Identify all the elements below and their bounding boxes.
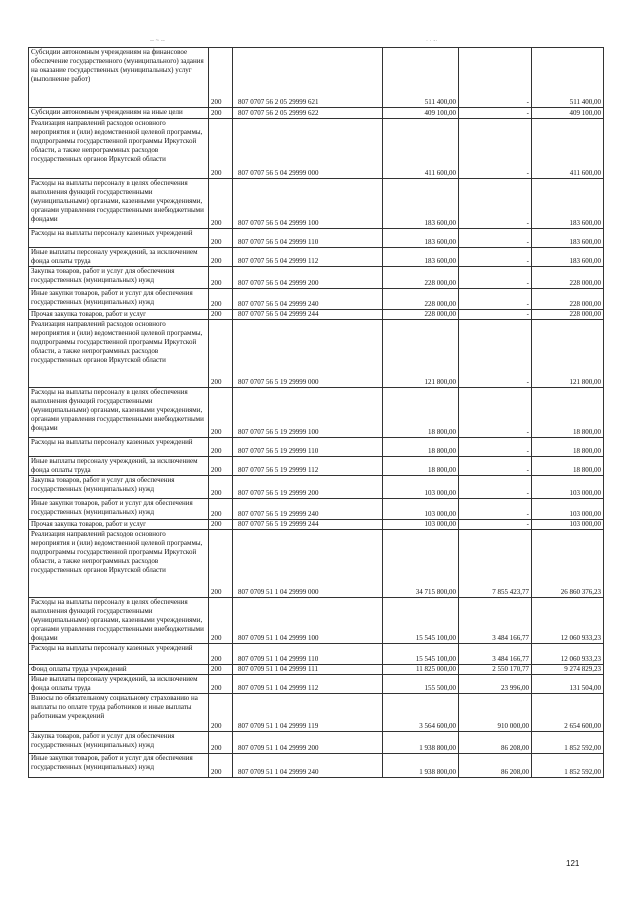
row-name: Закупка товаров, работ и услуг для обеспечения государственных (муниципальных) нужд [29, 732, 209, 754]
row-plan: 411 600,00 [383, 119, 459, 179]
row-code: 200 [209, 267, 233, 289]
row-plan: 15 545 100,00 [383, 598, 459, 644]
row-remain: 12 060 933,23 [532, 598, 604, 644]
row-fact: 86 208,00 [459, 754, 532, 778]
row-code: 200 [209, 520, 233, 530]
row-kbk: 807 0707 56 5 04 29999 244 [233, 310, 383, 320]
table-row [29, 229, 604, 248]
row-remain: 2 654 600,00 [532, 694, 604, 732]
row-fact: 23 996,00 [459, 675, 532, 694]
row-remain: 18 800,00 [532, 457, 604, 476]
table-row [29, 665, 604, 675]
row-name: Расходы на выплаты персоналу в целях обеспечения выполнения функций государственными (муниципальными) органами, казенными учреждениями, органами управления государственными внебюджетными фондами [29, 598, 209, 644]
row-kbk: 807 0707 56 5 19 29999 110 [233, 438, 383, 457]
row-fact: - [459, 179, 532, 229]
row-plan: 228 000,00 [383, 267, 459, 289]
table-row [29, 48, 604, 108]
row-plan: 15 545 100,00 [383, 644, 459, 665]
row-name: Расходы на выплаты персоналу в целях обеспечения выполнения функций государственными (муниципальными) органами, казенными учреждениями, органами управления государственными внебюджетными фондами [29, 388, 209, 438]
row-name: Расходы на выплаты персоналу казенных учреждений [29, 229, 209, 248]
row-code: 200 [209, 499, 233, 520]
row-remain: 18 800,00 [532, 388, 604, 438]
table-row [29, 476, 604, 499]
row-plan: 18 800,00 [383, 457, 459, 476]
row-remain: 409 100,00 [532, 108, 604, 119]
row-name: Реализация направлений расходов основного мероприятия и (или) ведомственной целевой программы, подпрограммы государственной программы Иркутской области, а также непрограммных расходов государственных органов Иркутской области [29, 119, 209, 179]
row-code: 200 [209, 48, 233, 108]
row-fact: 86 208,00 [459, 732, 532, 754]
row-code: 200 [209, 438, 233, 457]
row-kbk: 807 0707 56 5 04 29999 100 [233, 179, 383, 229]
row-name: Прочая закупка товаров, работ и услуг [29, 520, 209, 530]
row-remain: 411 600,00 [532, 119, 604, 179]
row-plan: 121 800,00 [383, 320, 459, 388]
row-remain: 12 060 933,23 [532, 644, 604, 665]
row-fact: 2 550 170,77 [459, 665, 532, 675]
row-remain: 228 000,00 [532, 310, 604, 320]
row-fact: - [459, 310, 532, 320]
row-name: Реализация направлений расходов основного мероприятия и (или) ведомственной целевой программы, подпрограммы государственной программы Иркутской области, а также непрограммных расходов государственных органов Иркутской области [29, 320, 209, 388]
row-code: 200 [209, 644, 233, 665]
row-fact: - [459, 476, 532, 499]
row-fact: - [459, 119, 532, 179]
row-kbk: 807 0707 56 5 04 29999 240 [233, 289, 383, 310]
row-fact: - [459, 48, 532, 108]
row-fact: 3 484 166,77 [459, 598, 532, 644]
table-row [29, 248, 604, 267]
row-kbk: 807 0707 56 5 19 29999 000 [233, 320, 383, 388]
row-fact: - [459, 438, 532, 457]
row-name: Взносы по обязательному социальному страхованию на выплаты по оплате труда работников и иные выплаты работникам учреждений [29, 694, 209, 732]
row-remain: 183 600,00 [532, 248, 604, 267]
row-remain: 9 274 829,23 [532, 665, 604, 675]
row-name: Иные выплаты персоналу учреждений, за исключением фонда оплаты труда [29, 457, 209, 476]
table-row [29, 310, 604, 320]
row-remain: 228 000,00 [532, 289, 604, 310]
row-name: Иные закупки товаров, работ и услуг для обеспечения государственных (муниципальных) нужд [29, 499, 209, 520]
row-name: Иные закупки товаров, работ и услуг для обеспечения государственных (муниципальных) нужд [29, 289, 209, 310]
row-fact: - [459, 499, 532, 520]
row-code: 200 [209, 694, 233, 732]
row-fact: - [459, 520, 532, 530]
row-remain: 1 852 592,00 [532, 732, 604, 754]
row-code: 200 [209, 476, 233, 499]
row-code: 200 [209, 179, 233, 229]
row-kbk: 807 0709 51 1 04 29999 240 [233, 754, 383, 778]
row-plan: 1 938 800,00 [383, 732, 459, 754]
row-fact: - [459, 320, 532, 388]
row-kbk: 807 0709 51 1 04 29999 100 [233, 598, 383, 644]
row-kbk: 807 0709 51 1 04 29999 111 [233, 665, 383, 675]
row-kbk: 807 0707 56 5 19 29999 244 [233, 520, 383, 530]
page-number: 121 [566, 859, 580, 868]
row-remain: 511 400,00 [532, 48, 604, 108]
row-name: Расходы на выплаты персоналу казенных учреждений [29, 644, 209, 665]
row-fact: - [459, 457, 532, 476]
row-plan: 3 564 600,00 [383, 694, 459, 732]
row-plan: 228 000,00 [383, 310, 459, 320]
row-plan: 511 400,00 [383, 48, 459, 108]
row-code: 200 [209, 320, 233, 388]
row-remain: 1 852 592,00 [532, 754, 604, 778]
table-row [29, 457, 604, 476]
scan-stamp-left: -- ~ -- [150, 38, 165, 44]
table-row [29, 520, 604, 530]
row-code: 200 [209, 310, 233, 320]
row-kbk: 807 0707 56 2 05 29999 621 [233, 48, 383, 108]
row-code: 200 [209, 248, 233, 267]
row-plan: 34 715 800,00 [383, 530, 459, 598]
row-code: 200 [209, 665, 233, 675]
row-code: 200 [209, 108, 233, 119]
row-remain: 183 600,00 [532, 179, 604, 229]
row-fact: - [459, 108, 532, 119]
row-code: 200 [209, 388, 233, 438]
table-row [29, 388, 604, 438]
table-row [29, 267, 604, 289]
row-remain: 103 000,00 [532, 520, 604, 530]
row-name: Расходы на выплаты персоналу в целях обеспечения выполнения функций государственными (муниципальными) органами, казенными учреждениями, органами управления государственными внебюджетными фондами [29, 179, 209, 229]
table-row [29, 119, 604, 179]
row-code: 200 [209, 119, 233, 179]
row-code: 200 [209, 457, 233, 476]
row-remain: 228 000,00 [532, 267, 604, 289]
table-row [29, 598, 604, 644]
row-code: 200 [209, 675, 233, 694]
row-kbk: 807 0709 51 1 04 29999 200 [233, 732, 383, 754]
row-fact: - [459, 267, 532, 289]
row-kbk: 807 0707 56 5 19 29999 100 [233, 388, 383, 438]
row-name: Иные выплаты персоналу учреждений, за исключением фонда оплаты труда [29, 675, 209, 694]
row-plan: 18 800,00 [383, 388, 459, 438]
row-code: 200 [209, 530, 233, 598]
table-row [29, 289, 604, 310]
table-row [29, 530, 604, 598]
row-remain: 183 600,00 [532, 229, 604, 248]
table-row [29, 320, 604, 388]
row-name: Реализация направлений расходов основного мероприятия и (или) ведомственной целевой программы, подпрограммы государственной программы Иркутской области, а также непрограммных расходов государственных органов Иркутской области [29, 530, 209, 598]
row-remain: 18 800,00 [532, 438, 604, 457]
row-kbk: 807 0707 56 5 19 29999 112 [233, 457, 383, 476]
scan-stamp-right: · · -· [426, 38, 438, 44]
row-kbk: 807 0707 56 2 05 29999 622 [233, 108, 383, 119]
row-fact: - [459, 289, 532, 310]
row-name: Иные выплаты персоналу учреждений, за исключением фонда оплаты труда [29, 248, 209, 267]
row-plan: 155 500,00 [383, 675, 459, 694]
budget-execution-table [28, 47, 604, 778]
row-plan: 183 600,00 [383, 229, 459, 248]
row-name: Прочая закупка товаров, работ и услуг [29, 310, 209, 320]
row-code: 200 [209, 732, 233, 754]
table-row [29, 694, 604, 732]
row-kbk: 807 0707 56 5 04 29999 112 [233, 248, 383, 267]
table-row [29, 732, 604, 754]
row-remain: 26 860 376,23 [532, 530, 604, 598]
row-code: 200 [209, 598, 233, 644]
row-plan: 18 800,00 [383, 438, 459, 457]
row-remain: 103 000,00 [532, 499, 604, 520]
row-remain: 103 000,00 [532, 476, 604, 499]
row-kbk: 807 0707 56 5 04 29999 200 [233, 267, 383, 289]
row-plan: 183 600,00 [383, 179, 459, 229]
row-fact: 910 000,00 [459, 694, 532, 732]
table-row [29, 675, 604, 694]
table-row [29, 438, 604, 457]
row-fact: 7 855 423,77 [459, 530, 532, 598]
row-plan: 183 600,00 [383, 248, 459, 267]
row-kbk: 807 0707 56 5 19 29999 240 [233, 499, 383, 520]
row-plan: 103 000,00 [383, 476, 459, 499]
row-plan: 1 938 800,00 [383, 754, 459, 778]
table-row [29, 754, 604, 778]
row-name: Расходы на выплаты персоналу казенных учреждений [29, 438, 209, 457]
table-row [29, 108, 604, 119]
row-plan: 103 000,00 [383, 520, 459, 530]
row-kbk: 807 0709 51 1 04 29999 119 [233, 694, 383, 732]
row-plan: 228 000,00 [383, 289, 459, 310]
row-fact: - [459, 229, 532, 248]
row-kbk: 807 0709 51 1 04 29999 110 [233, 644, 383, 665]
row-name: Субсидии автономным учреждениям на иные цели [29, 108, 209, 119]
table-row [29, 179, 604, 229]
table-row [29, 644, 604, 665]
row-remain: 131 504,00 [532, 675, 604, 694]
table-row [29, 499, 604, 520]
row-code: 200 [209, 289, 233, 310]
row-kbk: 807 0707 56 5 19 29999 200 [233, 476, 383, 499]
row-name: Закупка товаров, работ и услуг для обеспечения государственных (муниципальных) нужд [29, 476, 209, 499]
row-name: Закупка товаров, работ и услуг для обеспечения государственных (муниципальных) нужд [29, 267, 209, 289]
row-kbk: 807 0707 56 5 04 29999 110 [233, 229, 383, 248]
row-code: 200 [209, 229, 233, 248]
row-plan: 103 000,00 [383, 499, 459, 520]
row-name: Иные закупки товаров, работ и услуг для обеспечения государственных (муниципальных) нужд [29, 754, 209, 778]
row-name: Субсидии автономным учреждениям на финансовое обеспечение государственного (муниципального) задания на оказание государственных (муниципальных) услуг (выполнение работ) [29, 48, 209, 108]
row-fact: - [459, 388, 532, 438]
row-plan: 11 825 000,00 [383, 665, 459, 675]
row-plan: 409 100,00 [383, 108, 459, 119]
row-kbk: 807 0707 56 5 04 29999 000 [233, 119, 383, 179]
row-name: Фонд оплаты труда учреждений [29, 665, 209, 675]
row-fact: - [459, 248, 532, 267]
row-remain: 121 800,00 [532, 320, 604, 388]
row-kbk: 807 0709 51 1 04 29999 112 [233, 675, 383, 694]
row-code: 200 [209, 754, 233, 778]
row-fact: 3 484 166,77 [459, 644, 532, 665]
row-kbk: 807 0709 51 1 04 29999 000 [233, 530, 383, 598]
